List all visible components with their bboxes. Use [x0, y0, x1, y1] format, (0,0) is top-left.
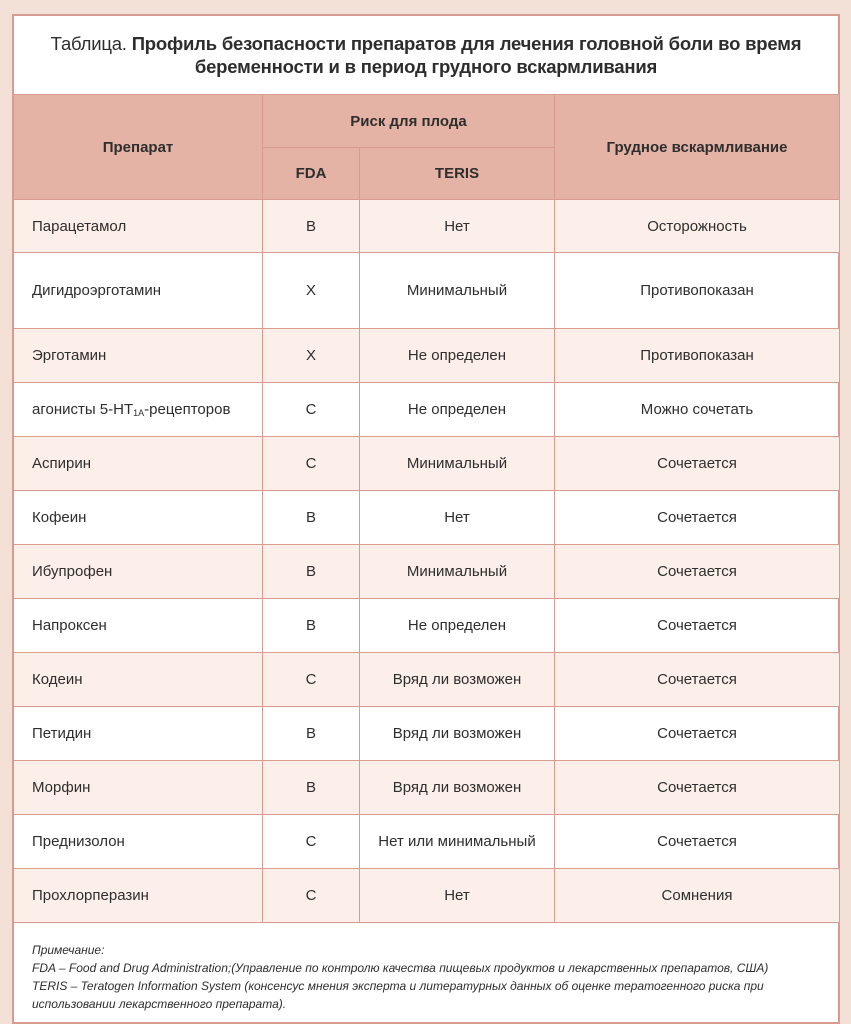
drug-name-part: агонисты 5-HT	[32, 401, 134, 418]
cell-fda: X	[263, 253, 360, 329]
header-fetal-risk: Риск для плода	[263, 95, 555, 148]
cell-fda: B	[263, 491, 360, 545]
cell-teris: Вряд ли возможен	[360, 761, 555, 815]
cell-drug: Кодеин	[14, 653, 263, 707]
cell-teris: Вряд ли возможен	[360, 707, 555, 761]
cell-breastfeeding: Сочетается	[555, 653, 840, 707]
table-row	[14, 200, 840, 253]
cell-drug: Аспирин	[14, 437, 263, 491]
title-text: Профиль безопасности препаратов для лечения головной боли во время беременности и в период грудного вскармливания	[131, 33, 802, 77]
cell-drug	[14, 383, 263, 437]
cell-breastfeeding: Сочетается	[555, 815, 840, 869]
cell-teris: Не определен	[360, 383, 555, 437]
header-fda: FDA	[263, 148, 360, 200]
cell-fda: B	[263, 707, 360, 761]
table-row	[14, 761, 840, 815]
table-row	[14, 653, 840, 707]
table-note	[14, 923, 838, 1013]
cell-teris: Не определен	[360, 599, 555, 653]
cell-drug: Прохлорперазин	[14, 869, 263, 923]
cell-breastfeeding: Сочетается	[555, 491, 840, 545]
header-breastfeeding: Грудное вскармливание	[555, 95, 840, 200]
note-fda: FDA – Food and Drug Administration;(Управление по контролю качества пищевых продуктов и лекарственных препаратов, США)	[32, 961, 769, 975]
cell-fda: C	[263, 653, 360, 707]
cell-drug: Петидин	[14, 707, 263, 761]
drug-name-part: -рецепторов	[144, 401, 231, 418]
cell-breastfeeding: Противопоказан	[555, 253, 840, 329]
cell-teris: Минимальный	[360, 437, 555, 491]
cell-teris: Нет	[360, 491, 555, 545]
table-row	[14, 707, 840, 761]
cell-teris: Не определен	[360, 329, 555, 383]
cell-breastfeeding: Сомнения	[555, 869, 840, 923]
cell-breastfeeding: Сочетается	[555, 707, 840, 761]
cell-drug: Кофеин	[14, 491, 263, 545]
cell-teris: Вряд ли возможен	[360, 653, 555, 707]
table-row	[14, 869, 840, 923]
cell-breastfeeding: Осторожность	[555, 200, 840, 253]
cell-teris: Нет или минимальный	[360, 815, 555, 869]
cell-drug: Дигидроэрготамин	[14, 253, 263, 329]
cell-drug: Эрготамин	[14, 329, 263, 383]
table-row	[14, 815, 840, 869]
table-row	[14, 253, 840, 329]
cell-breastfeeding: Можно сочетать	[555, 383, 840, 437]
receptor-subscript: 1A	[133, 408, 145, 418]
header-drug: Препарат	[14, 95, 263, 200]
cell-drug: Ибупрофен	[14, 545, 263, 599]
cell-teris: Минимальный	[360, 253, 555, 329]
table-row	[14, 437, 840, 491]
table-row	[14, 329, 840, 383]
table-row	[14, 491, 840, 545]
cell-drug: Напроксен	[14, 599, 263, 653]
table-row	[14, 545, 840, 599]
cell-breastfeeding: Сочетается	[555, 761, 840, 815]
note-heading: Примечание:	[32, 943, 105, 957]
cell-fda: C	[263, 383, 360, 437]
cell-breastfeeding: Сочетается	[555, 545, 840, 599]
cell-teris: Нет	[360, 869, 555, 923]
table-card	[12, 14, 840, 1024]
cell-teris: Нет	[360, 200, 555, 253]
cell-drug: Парацетамол	[14, 200, 263, 253]
cell-breastfeeding: Сочетается	[555, 437, 840, 491]
cell-breastfeeding: Противопоказан	[555, 329, 840, 383]
title-lead: Таблица.	[50, 33, 127, 54]
cell-fda: C	[263, 869, 360, 923]
table-row	[14, 383, 840, 437]
cell-fda: B	[263, 761, 360, 815]
cell-teris: Минимальный	[360, 545, 555, 599]
cell-fda: B	[263, 599, 360, 653]
cell-fda: C	[263, 815, 360, 869]
cell-breastfeeding: Сочетается	[555, 599, 840, 653]
cell-fda: C	[263, 437, 360, 491]
note-teris: TERIS – Teratogen Information System (консенсус мнения эксперта и литературных данных об оценке тератогенного риска при использовании лекарственного препарата).	[32, 979, 764, 1011]
cell-fda: B	[263, 545, 360, 599]
table-title	[14, 16, 838, 94]
cell-fda: X	[263, 329, 360, 383]
cell-drug: Преднизолон	[14, 815, 263, 869]
table-row	[14, 599, 840, 653]
cell-fda: B	[263, 200, 360, 253]
cell-drug: Морфин	[14, 761, 263, 815]
header-teris: TERIS	[360, 148, 555, 200]
drug-safety-table	[13, 94, 840, 923]
